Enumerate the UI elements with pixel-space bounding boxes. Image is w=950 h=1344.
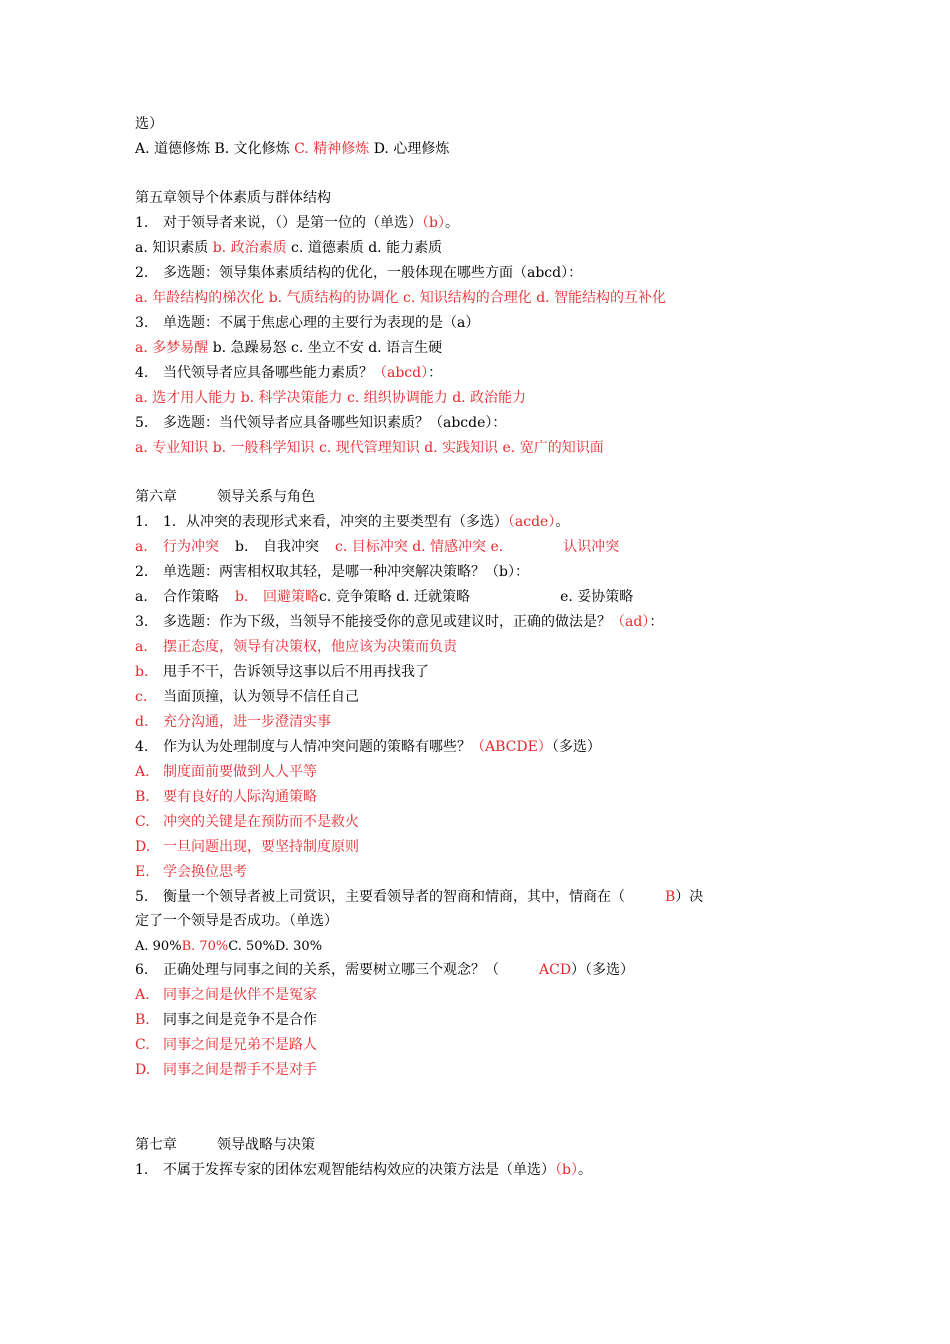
options-5-3 <box>135 336 780 361</box>
question-number: 1. <box>135 215 149 231</box>
option-6-6-b <box>135 1008 780 1033</box>
answer-key: （ad） <box>611 614 650 630</box>
option-text: b. 急躁易怒 c. 坐立不安 d. 语言生硬 <box>212 340 443 356</box>
answer-option: 冲突的关键是在预防而不是救火 <box>163 814 359 830</box>
question-text: 衡量一个领导者被上司赏识，主要看领导者的智商和情商，其中，情商在（ <box>163 889 625 905</box>
question-number: 4. <box>135 739 149 755</box>
question-5-2 <box>135 261 780 286</box>
question-6-3 <box>135 610 780 635</box>
answer-key: ACD <box>539 962 572 978</box>
question-text: 单选题：两害相权取其轻，是哪一种冲突解决策略？（b）： <box>163 564 529 580</box>
chapter-5-heading: 第五章领导个体素质与群体结构 <box>135 190 331 206</box>
answer-option: c. 目标冲突 d. 情感冲突 e. <box>335 539 504 555</box>
options-6-1 <box>135 535 780 560</box>
answer-key: （b） <box>555 1162 578 1178</box>
option-letter: C. <box>135 1037 150 1053</box>
question-text: 对于领导者来说，（）是第一位的（单选） <box>163 215 422 231</box>
option-letter: b. <box>235 589 249 605</box>
option-letter: d. <box>135 714 149 730</box>
chapter-7-heading <box>135 1133 780 1158</box>
option-letter: a. <box>135 589 148 605</box>
question-text: 不属于发挥专家的团体宏观智能结构效应的决策方法是（单选） <box>163 1162 555 1178</box>
question-text: 1．从冲突的表现形式来看，冲突的主要类型有（多选） <box>163 514 508 530</box>
options-6-5 <box>135 934 780 959</box>
option-6-6-c <box>135 1033 780 1058</box>
answer-option: 同事之间是帮手不是对手 <box>163 1062 317 1078</box>
answer-option: 要有良好的人际沟通策略 <box>163 789 317 805</box>
answer-key: （ABCDE） <box>471 739 552 755</box>
option-6-4-d <box>135 835 780 860</box>
question-number: 5. <box>135 889 149 905</box>
punctuation: 。 <box>555 514 570 530</box>
question-text: 作为认为处理制度与人情冲突问题的策略有哪些？ <box>163 739 471 755</box>
option-letter: D. <box>135 839 151 855</box>
answer-option: 同事之间是伙伴不是冤家 <box>163 987 317 1003</box>
option-6-3-c <box>135 685 780 710</box>
question-text: 正确处理与同事之间的关系，需要树立哪三个观念？（ <box>163 962 499 978</box>
option-text: 当面顶撞，认为领导不信任自己 <box>163 689 359 705</box>
answer-option: 摆正态度，领导有决策权，他应该为决策而负责 <box>163 639 457 655</box>
question-6-4 <box>135 735 780 760</box>
option-6-4-e <box>135 860 780 885</box>
question-number: 3. <box>135 614 149 630</box>
question-6-5 <box>135 885 780 910</box>
option-letter: b. <box>235 539 249 555</box>
option-6-4-c <box>135 810 780 835</box>
option-letter: A. <box>135 764 150 780</box>
question-6-2 <box>135 560 780 585</box>
option-6-4-a <box>135 760 780 785</box>
options-5-2: a. 年龄结构的梯次化 b. 气质结构的协调化 c. 知识结构的合理化 d. 智能结构的互补化 <box>135 290 667 306</box>
answer-key: （b） <box>422 215 445 231</box>
answer-option: 行为冲突 <box>163 539 219 555</box>
answer-key: （acde） <box>507 514 556 530</box>
option-text: 甩手不干，告诉领导这事以后不用再找我了 <box>163 664 429 680</box>
question-5-5 <box>135 411 780 436</box>
option-letter: a. <box>135 539 148 555</box>
punctuation: 。 <box>444 215 459 231</box>
question-type: ）（多选） <box>571 962 635 978</box>
option-text: C. 50%D. 30% <box>228 939 323 954</box>
option-letter: B. <box>135 789 150 805</box>
question-6-6 <box>135 958 780 983</box>
question-5-3 <box>135 311 780 336</box>
chapter-title: 领导关系与角色 <box>217 489 315 505</box>
question-number: 2. <box>135 564 149 580</box>
option-6-3-d <box>135 710 780 735</box>
option-text: D. 心理修炼 <box>373 141 450 157</box>
question-5-4 <box>135 361 780 386</box>
options-5-4: a. 选才用人能力 b. 科学决策能力 c. 组织协调能力 d. 政治能力 <box>135 390 527 406</box>
answer-option: 制度面前要做到人人平等 <box>163 764 317 780</box>
option-text: 自我冲突 <box>263 539 319 555</box>
option-6-6-d <box>135 1058 780 1083</box>
option-text: A. 道德修炼 B. 文化修炼 <box>135 141 295 157</box>
question-text: 多选题：当代领导者应具备哪些知识素质？（abcde）： <box>163 415 507 431</box>
option-6-3-b <box>135 660 780 685</box>
answer-option: 同事之间是兄弟不是路人 <box>163 1037 317 1053</box>
question-type: （多选） <box>551 739 601 755</box>
chapter-number: 第六章 <box>135 489 177 505</box>
fragment-text: 选） <box>135 116 163 132</box>
question-number: 2. <box>135 265 149 281</box>
answer-option: a. 多梦易醒 <box>135 340 213 356</box>
option-letter: b. <box>135 664 149 680</box>
chapter-6-heading <box>135 485 780 510</box>
option-letter: c. <box>135 689 148 705</box>
answer-option: C. 精神修炼 <box>294 141 374 157</box>
option-text: a. 知识素质 <box>135 240 213 256</box>
question-number: 6. <box>135 962 149 978</box>
answer-option: 学会换位思考 <box>163 864 247 880</box>
question-number: 1. <box>135 514 149 530</box>
option-text: 同事之间是竞争不是合作 <box>163 1012 317 1028</box>
question-6-1 <box>135 510 780 535</box>
question-number: 3. <box>135 315 149 331</box>
question-text: ）决 <box>675 889 704 905</box>
option-text: e. 妥协策略 <box>560 589 634 605</box>
options-5-5: a. 专业知识 b. 一般科学知识 c. 现代管理知识 d. 实践知识 e. 宽广的知识面 <box>135 440 604 456</box>
option-letter: a. <box>135 639 148 655</box>
options-6-2 <box>135 585 780 610</box>
answer-option: b. 政治素质 <box>212 240 292 256</box>
option-letter: B. <box>135 1012 150 1028</box>
question-text: 多选题：领导集体素质结构的优化，一般体现在哪些方面（abcd）： <box>163 265 583 281</box>
question-text: 单选题：不属于焦虑心理的主要行为表现的是（a） <box>163 315 480 331</box>
options-line <box>135 137 780 162</box>
option-text: c. 道德素质 d. 能力素质 <box>291 240 443 256</box>
question-text: 多选题：作为下级，当领导不能接受你的意见或建议时，正确的做法是？ <box>163 614 611 630</box>
option-letter: E. <box>135 864 150 880</box>
option-letter: C. <box>135 814 150 830</box>
question-text: 定了一个领导是否成功。（单选） <box>135 913 338 929</box>
line-fragment <box>135 112 780 137</box>
question-7-1 <box>135 1158 780 1183</box>
question-6-5-cont <box>135 909 780 934</box>
question-number: 5. <box>135 415 149 431</box>
answer-key: （abcd） <box>373 365 429 381</box>
question-5-1 <box>135 211 780 236</box>
chapter-number: 第七章 <box>135 1137 177 1153</box>
option-6-4-b <box>135 785 780 810</box>
question-text: 当代领导者应具备哪些能力素质？ <box>163 365 373 381</box>
option-text: c. 竞争策略 d. 迁就策略 <box>319 589 471 605</box>
question-number: 4. <box>135 365 149 381</box>
answer-option: 认识冲突 <box>563 539 620 555</box>
answer-option: 一旦问题出现，要坚持制度原则 <box>163 839 359 855</box>
punctuation: ： <box>428 365 443 381</box>
option-text: A. 90% <box>135 939 182 954</box>
option-6-6-a <box>135 983 780 1008</box>
option-letter: D. <box>135 1062 151 1078</box>
answer-key: B <box>665 889 676 905</box>
options-5-1 <box>135 236 780 261</box>
answer-option: 回避策略 <box>263 589 319 605</box>
question-number: 1. <box>135 1162 149 1178</box>
punctuation: ： <box>649 614 664 630</box>
option-6-3-a <box>135 635 780 660</box>
answer-option: 充分沟通，进一步澄清实事 <box>163 714 331 730</box>
option-text: 合作策略 <box>163 589 219 605</box>
option-letter: A. <box>135 987 150 1003</box>
chapter-title: 领导战略与决策 <box>217 1137 315 1153</box>
punctuation: 。 <box>577 1162 592 1178</box>
answer-option: B. 70% <box>181 939 229 954</box>
